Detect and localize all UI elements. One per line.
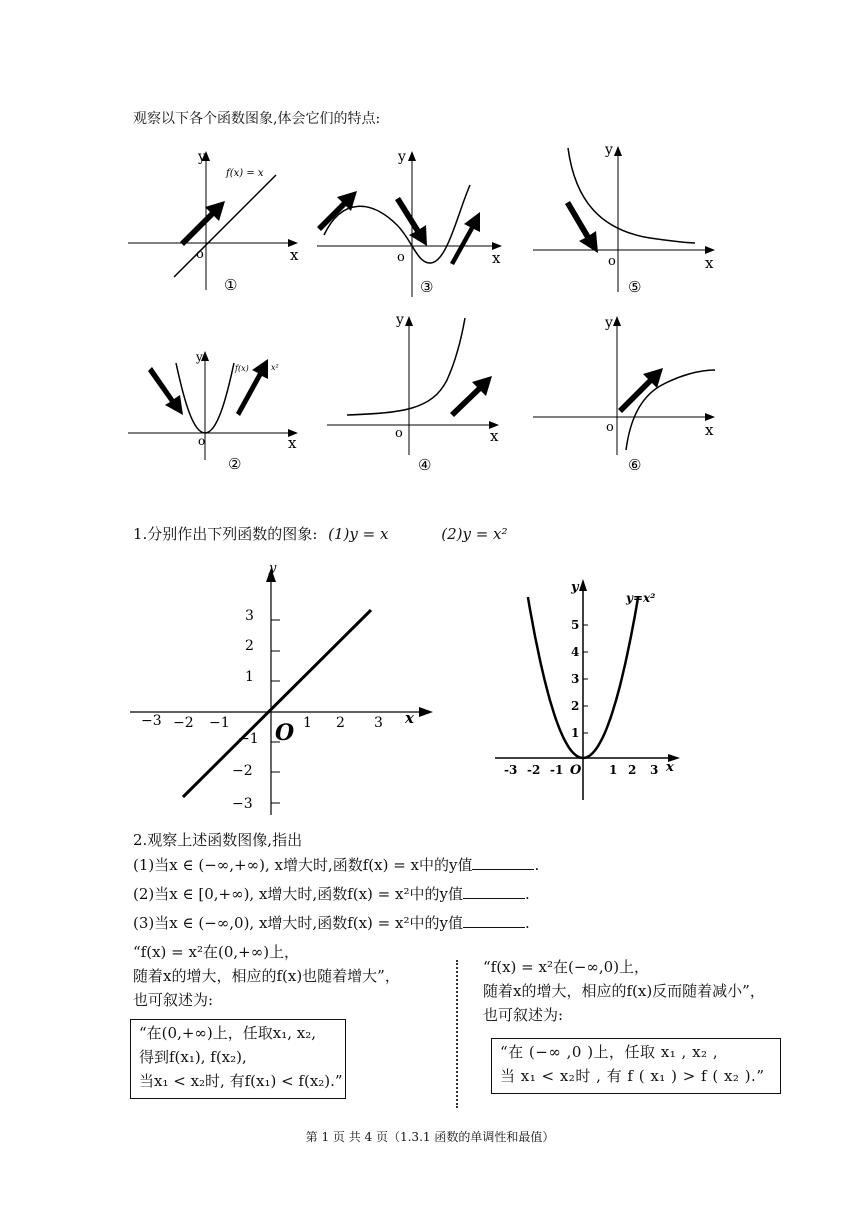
plot-y-equals-x-squared [490,575,690,805]
dotted-divider [456,960,458,1108]
q1-prefix: 1.分别作出下列函数的图象: [133,525,318,543]
g3-origin: o [397,250,405,265]
q2-line-3 [133,912,530,933]
left-box-line-1: “在(0,+∞)上，任取x₁, x₂, [139,1024,316,1042]
q2-line-2 [133,883,530,904]
lx-axis-label: x [405,709,414,727]
lx-tick-1: 1 [303,715,312,731]
lx-tick-m3: −3 [141,713,162,729]
ly-tick-1: 1 [245,669,254,685]
g3-y-label: y [398,149,406,165]
right-box-line-1: “在 (−∞ ,0 )上，任取 x₁ , x₂ , [500,1043,719,1061]
right-statement [483,955,765,1027]
lx-tick-3: 3 [374,715,383,731]
left-statement [133,940,400,1012]
plot-y-equals-x [125,560,440,818]
g2-origin: o [198,434,206,448]
g5-y-label: y [605,142,613,158]
py-tick-4: 4 [571,645,580,659]
g6-origin: o [606,420,614,435]
px-tick-3: 3 [650,763,659,777]
g4-y-label: y [396,312,404,328]
g6-y-label: y [605,315,613,331]
left-line-1: “f(x) = x²在(0,+∞)上， [133,943,300,961]
ly-tick-m1: −1 [238,731,259,747]
q1-part-2: (2)y = x² [441,525,508,543]
ly-tick-m2: −2 [232,763,253,779]
q2-period-2: . [524,885,530,903]
px-tick-1: 1 [609,763,618,777]
g6-number: ⑥ [628,456,642,474]
q2-period-1: . [534,856,540,874]
right-line-3: 也可叙述为: [483,1006,564,1024]
g5-number: ⑤ [628,278,642,296]
px-tick-2: 2 [628,763,637,777]
g2-y-label: y [196,350,203,364]
px-axis-label: x [666,760,674,775]
py-axis-label: y [571,580,579,595]
g1-origin: o [196,247,204,262]
g5-origin: o [608,254,616,269]
g4-origin: o [395,426,403,441]
g3-number: ③ [420,278,434,296]
q2-line-2-text: (2)当x ∈ [0,+∞), x增大时,函数f(x) = x²中的y值 [133,885,463,903]
question-2-title: 2.观察上述函数图像,指出 [133,831,303,849]
page-footer: 第 1 页 共 4 页（1.3.1 函数的单调性和最值） [305,1130,555,1144]
graph-1-linear [128,145,308,295]
px-tick-m2: -2 [527,763,541,777]
ly-tick-2: 2 [245,638,254,654]
q2-blank-3 [463,913,525,928]
l-origin: O [275,720,295,746]
right-box-line-2: 当 x₁ < x₂时 , 有 f ( x₁ ) > f ( x₂ ).” [500,1067,765,1085]
py-tick-2: 2 [571,699,580,713]
g1-fx-label: f(x) = x [226,168,264,179]
g2-number: ② [228,455,242,473]
right-line-2: 随着x的增大，相应的f(x)反而随着减小”， [483,982,765,1000]
left-box-line-2: 得到f(x₁), f(x₂), [139,1048,247,1066]
q2-line-1 [133,854,539,875]
g2-fx-label: f(x) [235,364,249,373]
left-box-line-3: 当x₁ < x₂时, 有f(x₁) < f(x₂).” [139,1072,343,1090]
lx-tick-m2: −2 [173,715,194,731]
right-line-1: “f(x) = x²在(−∞,0)上， [483,958,650,976]
left-definition-box [130,1019,346,1099]
g2-x-label: x [288,434,297,452]
py-tick-1: 1 [571,726,580,740]
graph-6-logarithmic [530,310,725,475]
p-origin: O [570,763,582,778]
q2-line-3-text: (3)当x ∈ (−∞,0), x增大时,函数f(x) = x²中的y值 [133,914,463,932]
graph-5-decay [530,140,725,300]
g3-x-label: x [492,249,501,267]
lx-tick-m1: −1 [209,715,230,731]
q1-part-1: (1)y = x [328,525,389,543]
p-curve-label: y=x² [626,591,656,605]
ly-tick-m3: −3 [232,796,253,812]
g4-x-label: x [490,427,499,445]
px-tick-m1: -1 [550,763,564,777]
graph-2-parabola [128,345,308,475]
py-tick-5: 5 [571,618,580,632]
q2-blank-1 [472,855,534,870]
py-tick-3: 3 [571,672,580,686]
graph-4-exponential [322,310,512,475]
g1-y-label: y [198,149,206,165]
lx-tick-2: 2 [336,715,345,731]
g2-x2-label: x² [271,363,279,372]
right-definition-box [491,1038,781,1094]
intro-text: 观察以下各个函数图象,体会它们的特点: [133,111,381,127]
ly-tick-3: 3 [245,608,254,624]
ly-axis-label: y [269,561,277,576]
g6-x-label: x [705,421,714,439]
g1-x-label: x [290,246,299,264]
q2-line-1-text: (1)当x ∈ (−∞,+∞), x增大时,函数f(x) = x中的y值 [133,856,473,874]
left-line-2: 随着x的增大，相应的f(x)也随着增大”， [133,967,400,985]
graph-3-wave [312,145,512,300]
g5-x-label: x [705,254,714,272]
g4-number: ④ [418,456,432,474]
q2-blank-2 [463,884,525,899]
left-line-3: 也可叙述为: [133,991,214,1009]
q2-period-3: . [524,914,530,932]
question-1 [133,523,508,544]
g1-number: ① [224,276,238,294]
px-tick-m3: -3 [504,763,518,777]
